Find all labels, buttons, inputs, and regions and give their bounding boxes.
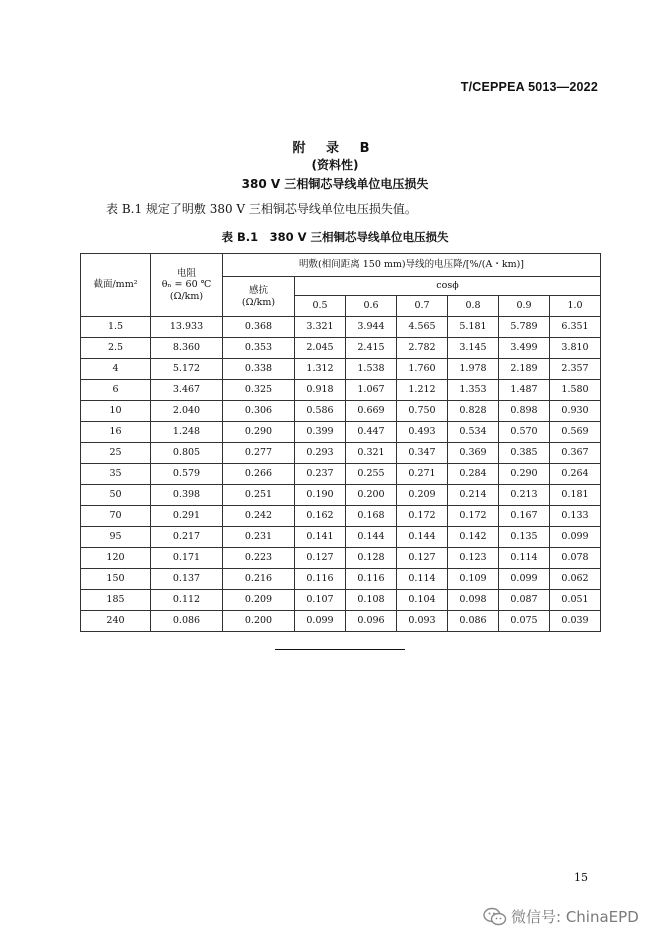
- table-cell: 0.162: [295, 506, 346, 527]
- table-cell: 0.107: [295, 590, 346, 611]
- table-cell: 0.108: [346, 590, 397, 611]
- table-row: [81, 590, 601, 611]
- table-cell: 3.499: [499, 338, 550, 359]
- table-cell: 0.369: [448, 443, 499, 464]
- table-cell: 25: [81, 443, 151, 464]
- intro-paragraph: 表 B.1 规定了明敷 380 V 三相铜芯导线单位电压损失值。: [106, 202, 417, 216]
- table-cell: 1.248: [151, 422, 223, 443]
- table-cell: 0.112: [151, 590, 223, 611]
- table-cell: 1.212: [397, 380, 448, 401]
- table-cell: 2.415: [346, 338, 397, 359]
- table-cell: 185: [81, 590, 151, 611]
- table-cell: 0.213: [499, 485, 550, 506]
- table-cell: 3.944: [346, 317, 397, 338]
- table-cell: 0.123: [448, 548, 499, 569]
- header-cos-value: 0.8: [448, 296, 499, 317]
- table-cell: 0.062: [550, 569, 601, 590]
- annex-title: 附 录 B: [292, 141, 378, 156]
- table-cell: 0.109: [448, 569, 499, 590]
- table-cell: 0.367: [550, 443, 601, 464]
- table-cell: 6: [81, 380, 151, 401]
- table-cell: 0.231: [223, 527, 295, 548]
- table-cell: 1.580: [550, 380, 601, 401]
- table-cell: 0.321: [346, 443, 397, 464]
- table-row: [81, 611, 601, 632]
- table-cell: 0.669: [346, 401, 397, 422]
- table-cell: 2.357: [550, 359, 601, 380]
- table-cell: 8.360: [151, 338, 223, 359]
- table-cell: 0.114: [397, 569, 448, 590]
- table-cell: 0.217: [151, 527, 223, 548]
- table-cell: 240: [81, 611, 151, 632]
- table-row: [81, 464, 601, 485]
- table-cell: 1.487: [499, 380, 550, 401]
- table-cell: 0.075: [499, 611, 550, 632]
- table-cell: 0.141: [295, 527, 346, 548]
- table-cell: 0.805: [151, 443, 223, 464]
- table-cell: 2.040: [151, 401, 223, 422]
- table-cell: 0.209: [397, 485, 448, 506]
- document-code: T/CEPPEA 5013—2022: [460, 80, 598, 94]
- table-cell: 0.144: [346, 527, 397, 548]
- header-reactance-line: 感抗: [248, 285, 268, 297]
- table-cell: 1.760: [397, 359, 448, 380]
- header-cos-value: 0.6: [346, 296, 397, 317]
- table-cell: 0.137: [151, 569, 223, 590]
- table-cell: 0.086: [151, 611, 223, 632]
- table-cell: 0.114: [499, 548, 550, 569]
- header-reactance-line: (Ω/km): [241, 296, 276, 308]
- table-cell: 0.127: [295, 548, 346, 569]
- table-cell: 0.096: [346, 611, 397, 632]
- table-cell: 0.172: [448, 506, 499, 527]
- table-cell: 0.128: [346, 548, 397, 569]
- table-cell: 0.104: [397, 590, 448, 611]
- table-cell: 0.534: [448, 422, 499, 443]
- table-cell: 4.565: [397, 317, 448, 338]
- table-row: [81, 338, 601, 359]
- table-row: [81, 359, 601, 380]
- table-cell: 3.810: [550, 338, 601, 359]
- table-cell: 0.447: [346, 422, 397, 443]
- table-cell: 2.045: [295, 338, 346, 359]
- table-cell: 0.277: [223, 443, 295, 464]
- table-body: [81, 317, 601, 632]
- voltage-loss-table: [80, 253, 601, 632]
- table-cell: 0.133: [550, 506, 601, 527]
- table-row: [81, 548, 601, 569]
- table-cell: 0.209: [223, 590, 295, 611]
- header-section: 截面/mm²: [81, 254, 151, 317]
- table-cell: 0.142: [448, 527, 499, 548]
- table-cell: 0.828: [448, 401, 499, 422]
- annex-nature: (资料性): [311, 158, 359, 172]
- table-cell: 0.290: [499, 464, 550, 485]
- table-row: [81, 506, 601, 527]
- table-row: [81, 401, 601, 422]
- annex-heading: 380 V 三相铜芯导线单位电压损失: [241, 177, 429, 191]
- header-cos-value: 0.9: [499, 296, 550, 317]
- table-row: [81, 569, 601, 590]
- table-cell: 0.291: [151, 506, 223, 527]
- table-caption: 表 B.1 380 V 三相铜芯导线单位电压损失: [221, 230, 449, 244]
- table-cell: 1.312: [295, 359, 346, 380]
- header-cos-value: 1.0: [550, 296, 601, 317]
- table-cell: 0.399: [295, 422, 346, 443]
- table-cell: 0.168: [346, 506, 397, 527]
- table-cell: 16: [81, 422, 151, 443]
- header-cos-value: 0.5: [295, 296, 346, 317]
- table-row: [81, 317, 601, 338]
- header-cos: cosϕ: [295, 277, 601, 296]
- table-cell: 0.586: [295, 401, 346, 422]
- watermark-text: 微信号: ChinaEPD: [511, 908, 639, 926]
- table-cell: 0.293: [295, 443, 346, 464]
- table-cell: 0.930: [550, 401, 601, 422]
- table-cell: 0.385: [499, 443, 550, 464]
- table-row: [81, 443, 601, 464]
- table-row: [81, 380, 601, 401]
- table-cell: 0.216: [223, 569, 295, 590]
- table-cell: 0.353: [223, 338, 295, 359]
- table-cell: 0.493: [397, 422, 448, 443]
- table-cell: 0.569: [550, 422, 601, 443]
- table-cell: 1.538: [346, 359, 397, 380]
- table-cell: 0.190: [295, 485, 346, 506]
- table-cell: 120: [81, 548, 151, 569]
- table-cell: 0.078: [550, 548, 601, 569]
- table-cell: 0.264: [550, 464, 601, 485]
- table-cell: 0.898: [499, 401, 550, 422]
- table-cell: 0.290: [223, 422, 295, 443]
- table-cell: 0.214: [448, 485, 499, 506]
- table-cell: 0.098: [448, 590, 499, 611]
- table-cell: 0.099: [499, 569, 550, 590]
- table-cell: 50: [81, 485, 151, 506]
- table-cell: 13.933: [151, 317, 223, 338]
- table-cell: 0.338: [223, 359, 295, 380]
- table-cell: 0.116: [295, 569, 346, 590]
- table-cell: 0.051: [550, 590, 601, 611]
- table-cell: 0.368: [223, 317, 295, 338]
- table-cell: 0.570: [499, 422, 550, 443]
- table-cell: 0.255: [346, 464, 397, 485]
- table-cell: 0.171: [151, 548, 223, 569]
- table-row: [81, 485, 601, 506]
- table-cell: 0.750: [397, 401, 448, 422]
- table-cell: 1.5: [81, 317, 151, 338]
- table-cell: 0.251: [223, 485, 295, 506]
- table-cell: 0.135: [499, 527, 550, 548]
- table-cell: 0.306: [223, 401, 295, 422]
- table-cell: 0.167: [499, 506, 550, 527]
- page-number: 15: [574, 871, 588, 884]
- header-cos-value: 0.7: [397, 296, 448, 317]
- header-reactance: [223, 277, 295, 317]
- table-cell: 0.093: [397, 611, 448, 632]
- table-cell: 2.189: [499, 359, 550, 380]
- table-cell: 0.242: [223, 506, 295, 527]
- table-cell: 0.398: [151, 485, 223, 506]
- table-cell: 0.172: [397, 506, 448, 527]
- table-cell: 1.067: [346, 380, 397, 401]
- table-cell: 0.579: [151, 464, 223, 485]
- table-cell: 0.200: [223, 611, 295, 632]
- table-cell: 0.325: [223, 380, 295, 401]
- table-cell: 0.271: [397, 464, 448, 485]
- header-group: 明敷(相间距离 150 mm)导线的电压降/[%/(A・km)]: [223, 254, 601, 277]
- table-cell: 35: [81, 464, 151, 485]
- table-cell: 5.181: [448, 317, 499, 338]
- table-cell: 5.789: [499, 317, 550, 338]
- header-resistance: [151, 254, 223, 317]
- table-cell: 0.347: [397, 443, 448, 464]
- table-cell: 5.172: [151, 359, 223, 380]
- table-cell: 0.039: [550, 611, 601, 632]
- table-cell: 0.223: [223, 548, 295, 569]
- table-cell: 1.353: [448, 380, 499, 401]
- table-cell: 0.266: [223, 464, 295, 485]
- table-cell: 0.144: [397, 527, 448, 548]
- table-row: [81, 422, 601, 443]
- table-row: [81, 527, 601, 548]
- header-resistance-line: 电阻: [176, 267, 196, 279]
- table-cell: 2.5: [81, 338, 151, 359]
- table-cell: 0.127: [397, 548, 448, 569]
- table-cell: 0.918: [295, 380, 346, 401]
- table-cell: 3.467: [151, 380, 223, 401]
- table-cell: 1.978: [448, 359, 499, 380]
- table-cell: 0.181: [550, 485, 601, 506]
- table-cell: 10: [81, 401, 151, 422]
- table-cell: 0.284: [448, 464, 499, 485]
- table-cell: 0.087: [499, 590, 550, 611]
- header-resistance-line: θₙ = 60 ℃: [161, 279, 212, 291]
- table-cell: 0.086: [448, 611, 499, 632]
- header-resistance-line: (Ω/km): [169, 290, 204, 302]
- table-cell: 0.099: [295, 611, 346, 632]
- table-cell: 0.116: [346, 569, 397, 590]
- table-cell: 0.099: [550, 527, 601, 548]
- table-cell: 150: [81, 569, 151, 590]
- table-cell: 0.200: [346, 485, 397, 506]
- table-cell: 95: [81, 527, 151, 548]
- table-cell: 2.782: [397, 338, 448, 359]
- table-cell: 6.351: [550, 317, 601, 338]
- table-cell: 4: [81, 359, 151, 380]
- end-rule: [275, 649, 405, 650]
- table-cell: 0.237: [295, 464, 346, 485]
- table-cell: 70: [81, 506, 151, 527]
- table-cell: 3.321: [295, 317, 346, 338]
- wechat-icon: [483, 907, 507, 927]
- watermark: [483, 906, 639, 927]
- table-cell: 3.145: [448, 338, 499, 359]
